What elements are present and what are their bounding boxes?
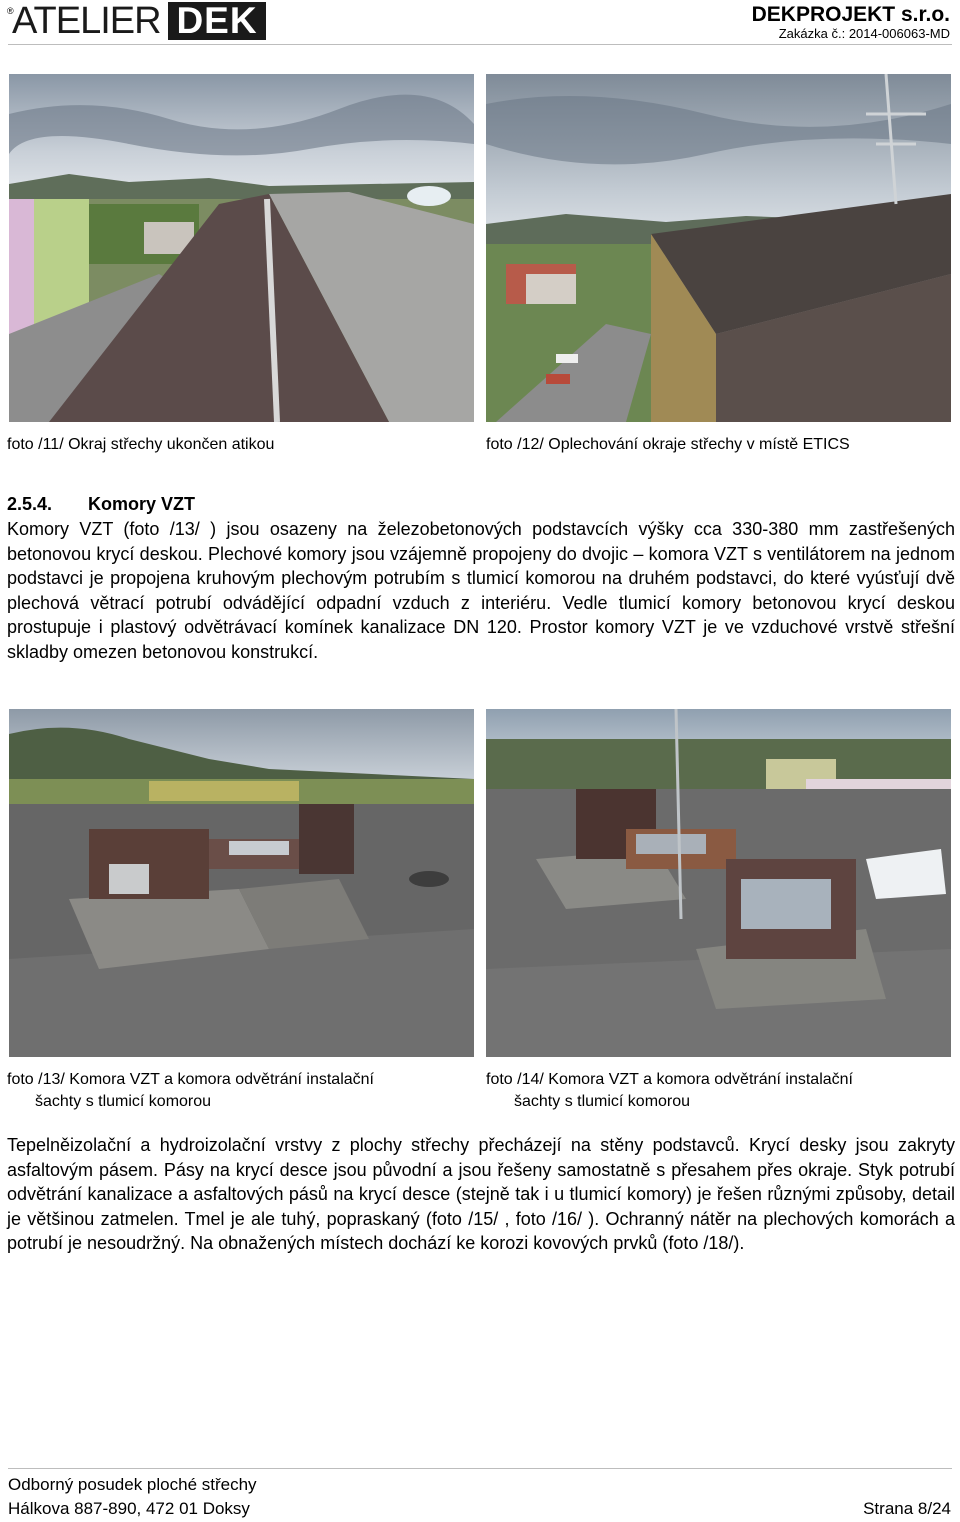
company-block — [752, 4, 950, 42]
section-heading — [7, 492, 195, 516]
section-paragraph-1: Komory VZT (foto /13/ ) jsou osazeny na železobetonových podstavcích výšky cca 330-380 mm zastřešených betonovou krycí deskou. Plechové komory jsou vzájemně propojeny do dvojic – komora VZT s ventilátorem na jednom podstavci je propojena kruhovým plechovým potrubím s tlumicí komorou na druhém podstavci, do které vyúsťují dvě plechová větrací potrubí odvádějící odpadní vzduch z interiéru. Vedle tlumicí komory betonovou krycí deskou prostupuje i plastový odvětrávací komínek kanalizace DN 120. Prostor komory VZT je ve vzduchové vrstvě střešní skladby omezen betonovou konstrukcí. — [7, 519, 955, 662]
photo-13-caption-line1: foto /13/ Komora VZT a komora odvětrání instalační — [7, 1071, 374, 1088]
dek-logo: DEK — [168, 2, 266, 40]
footer-divider — [8, 1468, 952, 1469]
photo-14-caption-line1: foto /14/ Komora VZT a komora odvětrání instalační — [486, 1071, 853, 1088]
photo-14-caption-line2: šachty s tlumicí komorou — [514, 1093, 691, 1110]
photo-11-caption: foto /11/ Okraj střechy ukončen atikou — [7, 436, 275, 453]
photo-12 — [486, 74, 951, 422]
photo-13-caption — [7, 1069, 475, 1113]
photo-13 — [9, 709, 474, 1057]
footer-address: Hálkova 887-890, 472 01 Doksy — [8, 1499, 250, 1518]
photo-13-caption-line2: šachty s tlumicí komorou — [35, 1093, 212, 1110]
photo-12-caption: foto /12/ Oplechování okraje střechy v místě ETICS — [486, 436, 850, 453]
header-divider — [8, 44, 952, 45]
atelier-logo-text: ATELIER — [12, 0, 161, 42]
photo-11 — [9, 74, 474, 422]
photo-14-caption — [486, 1069, 952, 1113]
section-title: Komory VZT — [88, 494, 196, 514]
footer-title: Odborný posudek ploché střechy — [8, 1475, 257, 1494]
section-number: 2.5.4. — [7, 494, 53, 514]
atelier-logo — [8, 2, 161, 40]
job-number: Zakázka č.: 2014-006063-MD — [778, 26, 950, 41]
page-number: Strana 8/24 — [863, 1499, 951, 1518]
registered-mark: ® — [7, 6, 14, 16]
section-paragraph-2: Tepelněizolační a hydroizolační vrstvy z plochy střechy přecházejí na stěny podstavců. Krycí desky jsou zakryty asfaltovým pásem. Pásy na krycí desce jsou původní a jsou řešeny samostatně s přesahem přes okraje. Styk potrubí odvětrání kanalizace a asfaltových pásů na krycí desce (stejně tak i u tlumicí komory) je řešen různými způsoby, detail je většinou zatmelen. Tmel je ale tuhý, popraskaný (foto /15/ , foto /16/ ). Ochranný nátěr na plechových komorách a potrubí je nesoudržný. Na obnažených místech dochází ke korozi kovových prvků (foto /18/). — [7, 1135, 955, 1254]
company-name: DEKPROJEKT s.r.o. — [751, 3, 950, 26]
photo-14 — [486, 709, 951, 1057]
